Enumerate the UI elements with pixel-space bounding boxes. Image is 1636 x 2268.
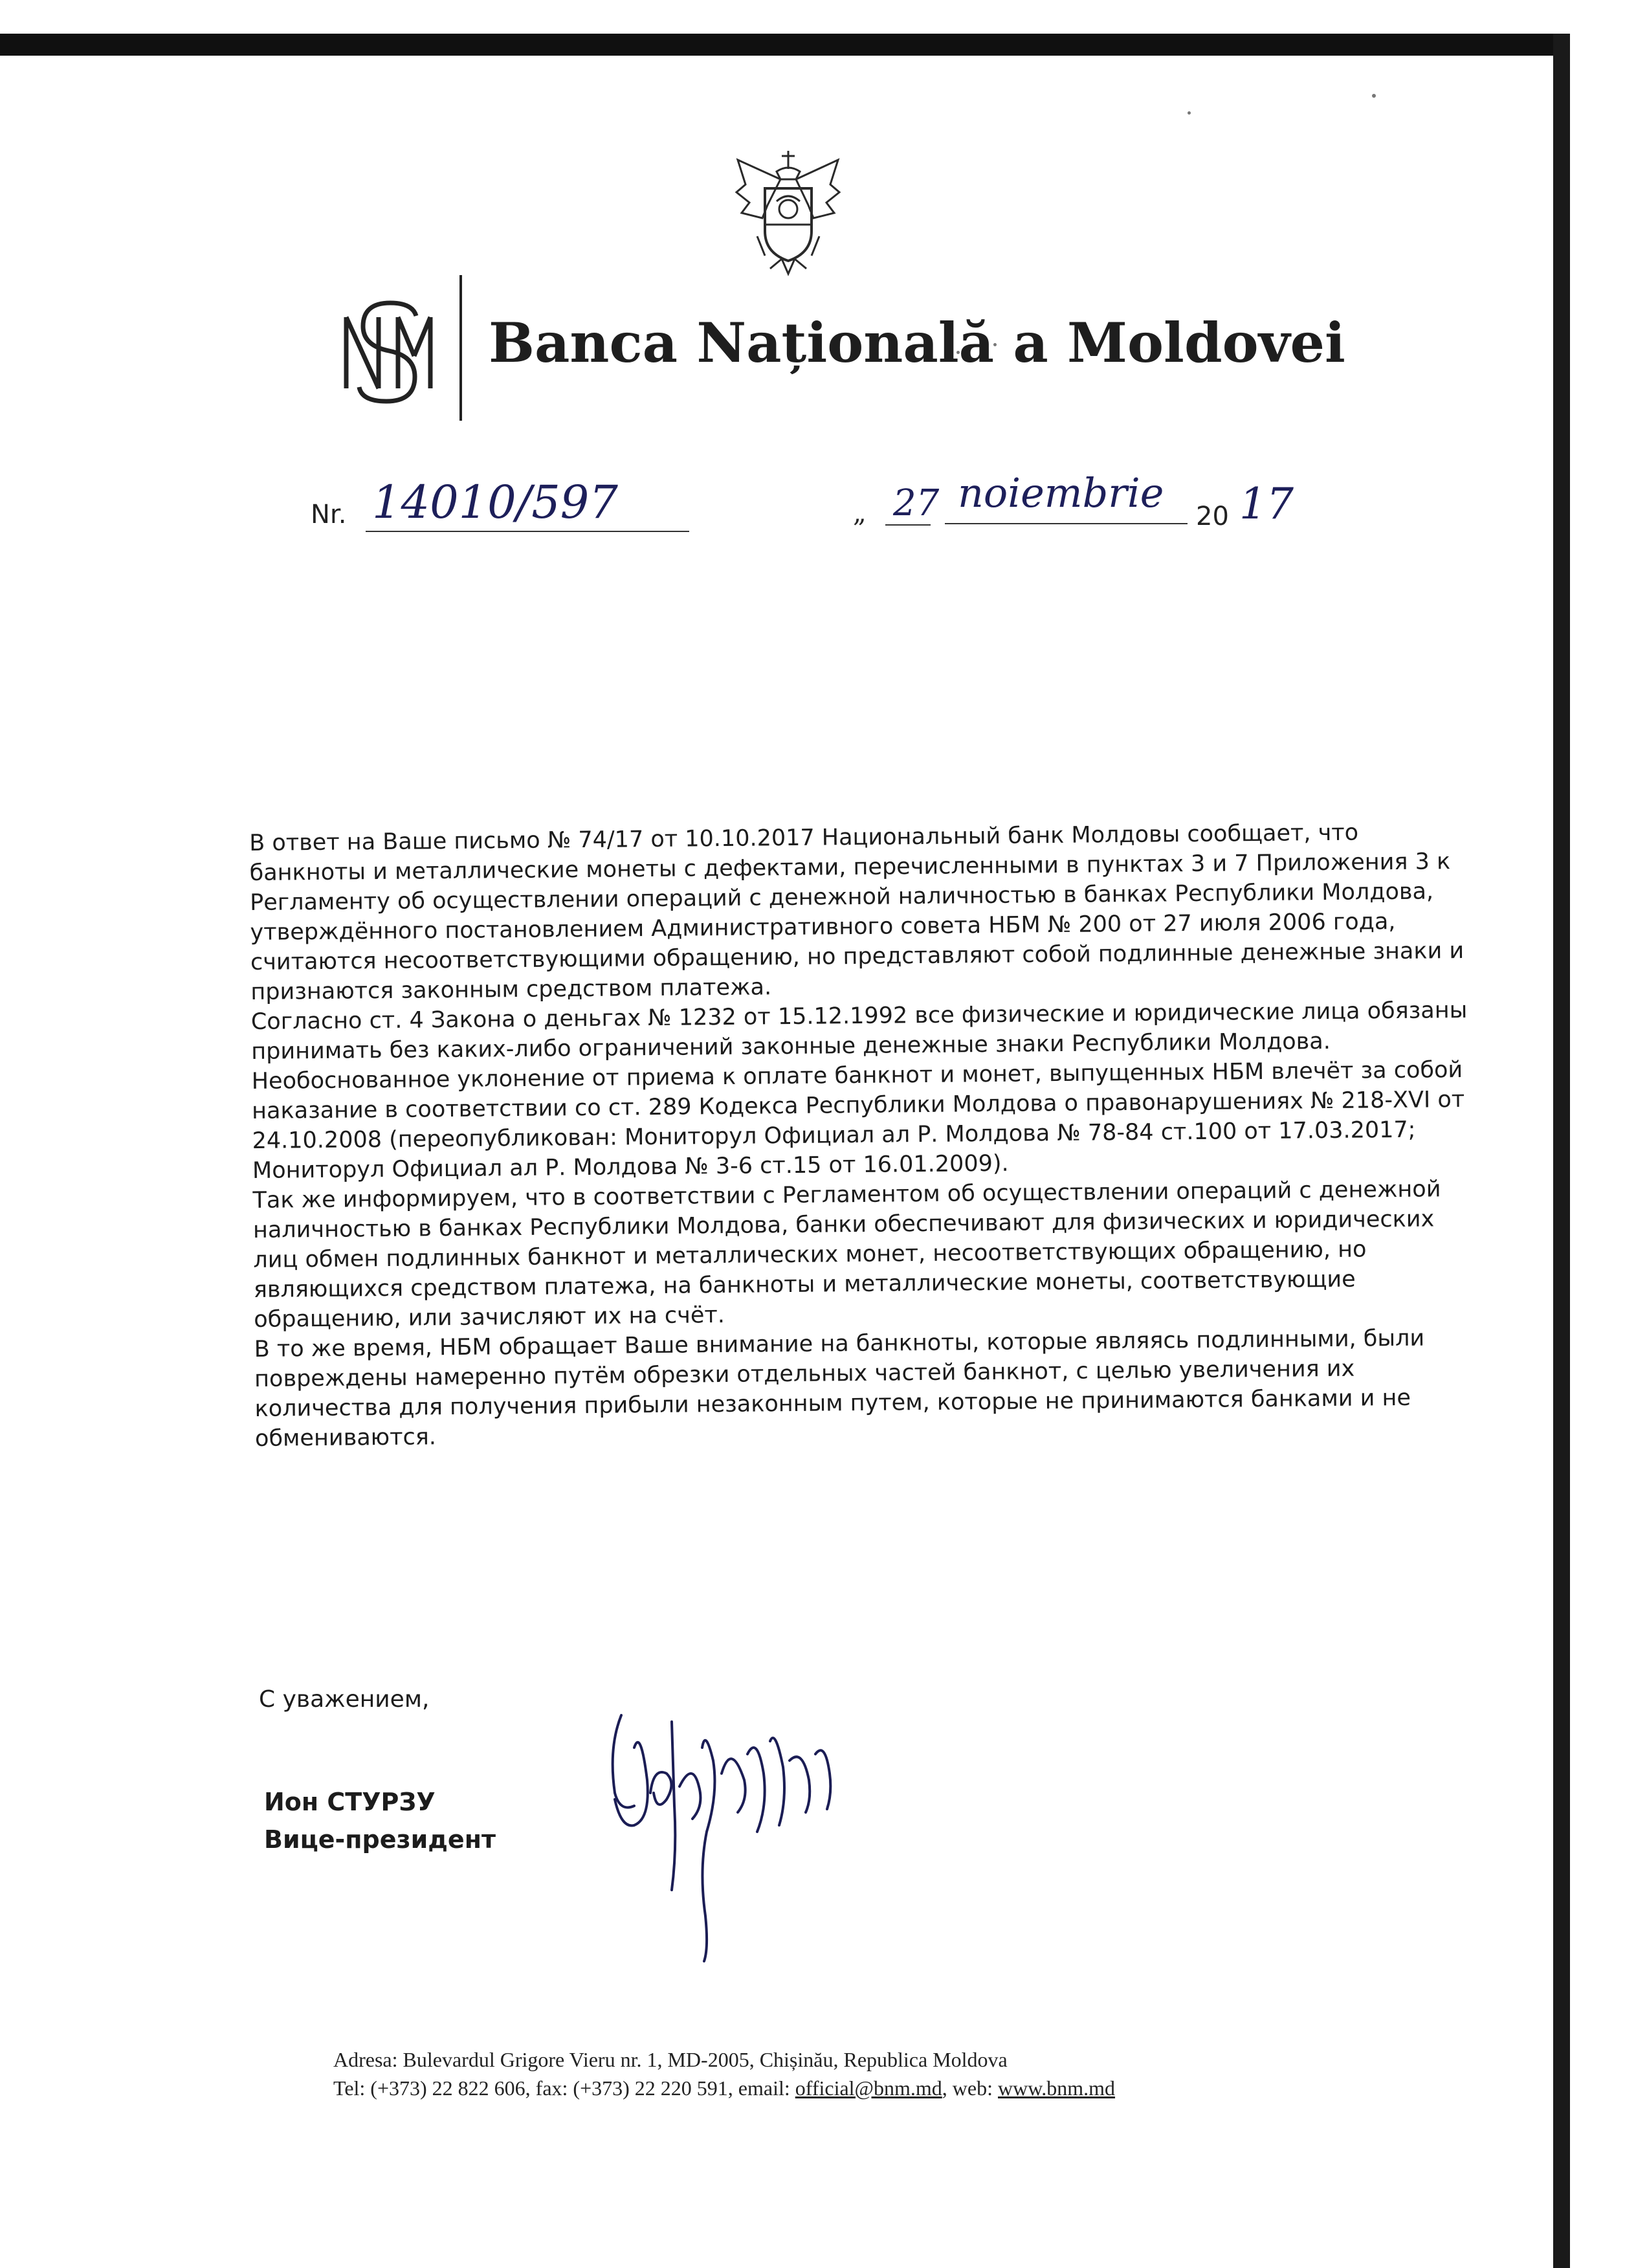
reference-nr-label: Nr. — [311, 500, 347, 529]
footer-address: Adresa: Bulevardul Grigore Vieru nr. 1, MD-2005, Chișinău, Republica Moldova — [333, 2048, 1008, 2071]
signer-name: Ион СТУРЗУ — [264, 1788, 436, 1816]
letter-body — [249, 817, 1472, 1454]
footer-email-link[interactable]: official@bnm.md — [795, 2076, 942, 2100]
scan-speck — [1188, 111, 1191, 115]
signer-title: Вице-президент — [264, 1825, 496, 1854]
date-year-suffix: 17 — [1239, 479, 1294, 529]
date-quote-mark: „ — [853, 498, 867, 528]
handwritten-signature-icon — [595, 1702, 874, 1981]
body-paragraph-3: Так же информируем, что в соответствии с Регламентом об осуществлении операций с денежной наличностью в банках Республики Молдова, банки обеспечивают для физических и юридических лиц обмен подлинных банкнот и металлических монет, несоответствующих обращению, но являющихся средством платежа, на банкноты и металлические монеты, соответствующие обращению, или зачисляют их на счёт. — [252, 1176, 1441, 1333]
body-paragraph-4: В то же время, НБМ обращает Ваше внимание на банкноты, которые являясь подлинными, были повреждены намеренно путём обрезки отдельных частей банкнот, с целью увеличения их количества для получения прибыли незаконным путем, которые не принимаются банками и не обмениваются. — [254, 1325, 1425, 1452]
scan-border-top — [0, 34, 1566, 56]
letter-footer — [333, 2045, 1369, 2102]
date-day-line — [885, 524, 931, 526]
date-year-prefix: 20 — [1196, 502, 1229, 531]
scan-border-right — [1553, 34, 1570, 2268]
body-paragraph-2: Согласно ст. 4 Закона о деньгах № 1232 от 15.12.1992 все физические и юридические лица обязаны принимать без каких-либо ограничений законные денежные знаки Республики Молдова. Необоснованное уклонение от приема к оплате банкнот и монет, выпущенных НБМ влечёт за собой наказание в соответствии со ст. 289 Кодекса Республики Молдова о правонарушениях № 218-XVI от 24.10.2008 (переопубликован: Мониторул Официал ал Р. Молдова № 78-84 ст.100 от 17.03.2017; Мониторул Официал ал Р. Молдова № 3-6 ст.15 от 16.01.2009). — [250, 997, 1468, 1184]
logo-divider — [459, 275, 462, 421]
footer-web-link[interactable]: www.bnm.md — [998, 2076, 1116, 2100]
date-day: 27 — [893, 482, 940, 524]
bank-name-heading: Banca Națională a Moldovei — [489, 311, 1345, 375]
date-month-line — [945, 523, 1188, 524]
body-paragraph-1: В ответ на Ваше письмо № 74/17 от 10.10.2017 Национальный банк Молдовы сообщает, что банкноты и металлические монеты с дефектами, перечисленными в пунктах 3 и 7 Приложения 3 к Регламенту об осуществлении операций с денежной наличностью в банках Республики Молдова, утверждённого постановлением Административного совета НБМ № 200 от 27 июля 2006 года, считаются несоответствующими обращению, но представляют собой подлинные денежные знаки и признаются законным средством платежа. — [249, 819, 1465, 1005]
date-month: noiembrie — [958, 469, 1164, 517]
reference-number-line — [366, 531, 689, 532]
footer-web-label: , web: — [942, 2076, 998, 2100]
reference-number: 14010/597 — [372, 476, 618, 529]
bnm-monogram-icon — [340, 298, 437, 408]
footer-contacts — [333, 2074, 1369, 2102]
closing-salutation: С уважением, — [259, 1686, 430, 1713]
moldova-coat-of-arms-icon — [731, 146, 845, 285]
footer-phone-fax: Tel: (+373) 22 822 606, fax: (+373) 22 220 591, email: — [333, 2076, 795, 2100]
scan-speck — [1372, 94, 1376, 98]
